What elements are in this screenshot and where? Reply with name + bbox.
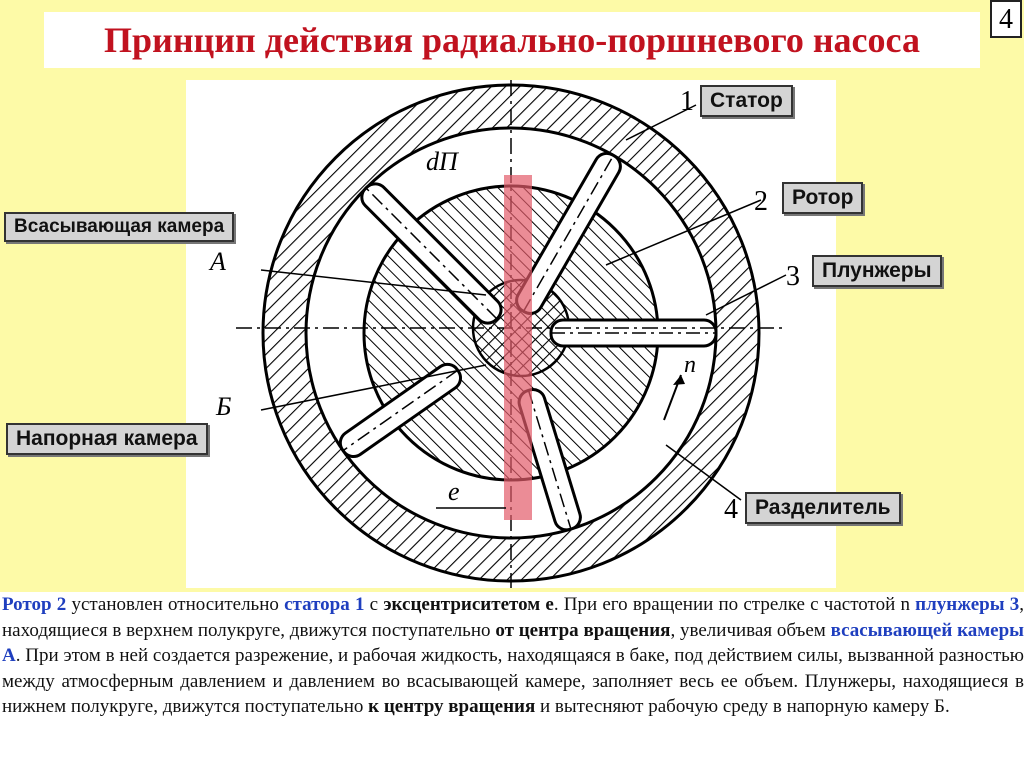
- description-segment: , увеличивая объем: [670, 619, 831, 641]
- description-segment: установлен относительно: [66, 594, 285, 615]
- mark-b: Б: [216, 392, 232, 421]
- description-segment: от центра вращения: [495, 619, 671, 641]
- mark-3: 3: [786, 261, 800, 292]
- label-suction: Всасывающая камера: [4, 212, 234, 242]
- mark-1: 1: [680, 86, 694, 117]
- label-pressure: Напорная камера: [6, 423, 208, 455]
- description-segment: всасывающей камеры А: [2, 619, 1024, 667]
- description-segment: , находящиеся в верхнем полукруге, движутся поступательно: [2, 594, 1024, 641]
- description-segment: . При его вращении по стрелке с частотой n: [553, 594, 916, 615]
- description-segment: Ротор 2: [2, 594, 67, 615]
- description-text: [0, 592, 1024, 767]
- mark-dp: dП: [426, 147, 458, 176]
- label-rotor: Ротор: [782, 182, 863, 214]
- title-box: [44, 12, 980, 68]
- label-divider: Разделитель: [745, 492, 901, 524]
- label-plungers: Плунжеры: [812, 255, 942, 287]
- mark-n: n: [684, 352, 696, 378]
- mark-a: А: [210, 247, 226, 276]
- divider-highlight: [504, 175, 532, 520]
- description-segment: эксцентриситетом е: [383, 594, 554, 615]
- page-title: Принцип действия радиально-поршневого насоса: [104, 20, 920, 60]
- mark-e: e: [448, 477, 460, 506]
- description-segment: . При этом в ней создается разрежение, и рабочая жидкость, находящаяся в баке, под действием силы, вызванной разностью между атмосферным давлением и давлением во всасывающей камере, заполняет весь ее объем. Плунжеры, находящиеся в нижнем полукруге, движутся поступательно: [2, 645, 1024, 718]
- label-stator: Статор: [700, 85, 793, 117]
- slide-number: 4: [990, 0, 1022, 38]
- description-segment: плунжеры 3: [915, 594, 1020, 615]
- description-segment: и вытесняют рабочую среду в напорную камеру Б.: [535, 696, 950, 718]
- description-segment: к центру вращения: [368, 696, 536, 718]
- pump-diagram: [186, 80, 836, 588]
- pump-drawing: [186, 80, 836, 588]
- description-segment: статора 1: [284, 594, 365, 615]
- description-paragraph: [0, 592, 1024, 720]
- mark-2: 2: [754, 186, 768, 217]
- mark-4: 4: [724, 494, 738, 525]
- description-segment: с: [364, 594, 384, 615]
